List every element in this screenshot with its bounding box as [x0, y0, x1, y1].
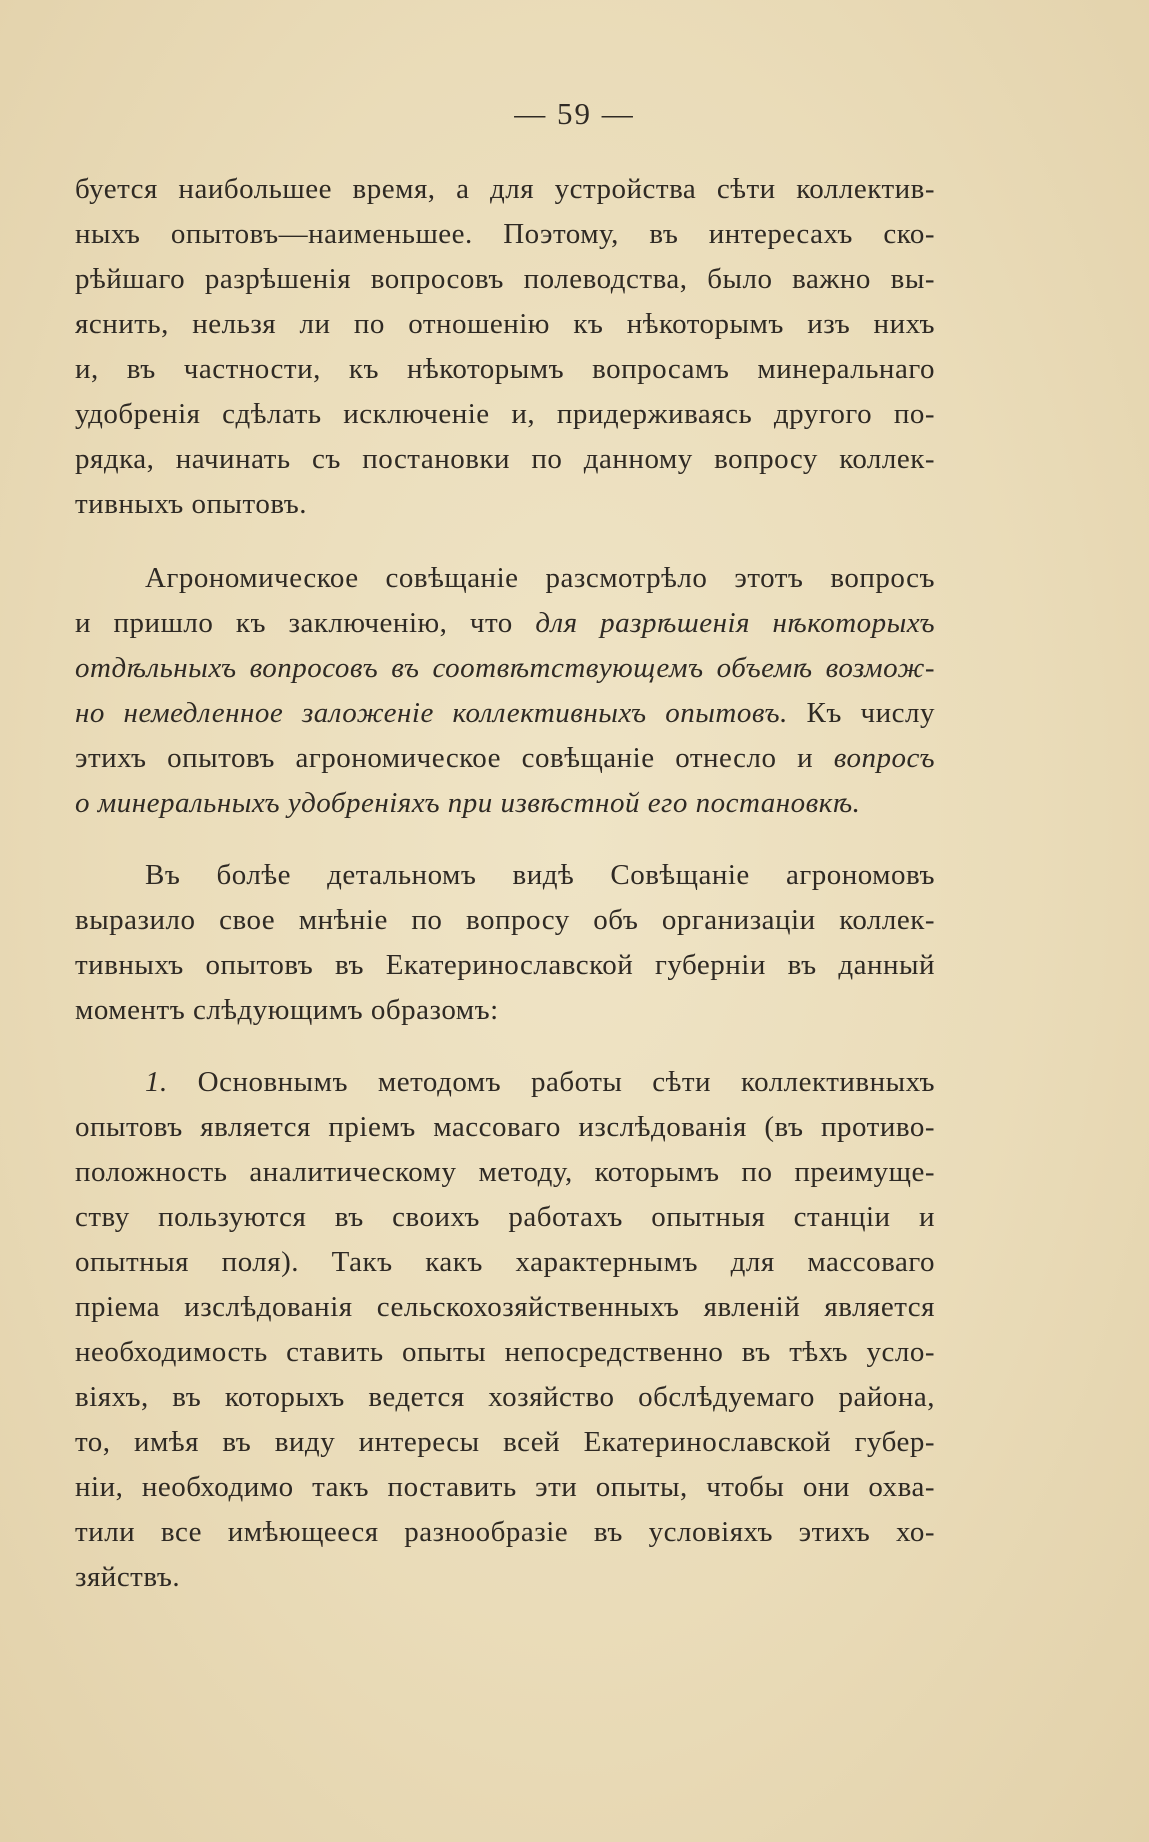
text-run: яснить, нельзя ли по отношенію къ нѣкоторымъ изъ нихъ — [75, 308, 935, 340]
text-run: удобренія сдѣлать исключеніе и, придерживаясь другого по- — [75, 398, 935, 430]
text-line — [75, 1555, 935, 1600]
italic-text: для разрѣшенія нѣкоторыхъ — [535, 607, 936, 639]
paragraph-3 — [75, 853, 935, 1033]
text-line — [75, 781, 935, 826]
text-line — [75, 943, 935, 988]
text-run: віяхъ, въ которыхъ ведется хозяйство обслѣдуемаго района, — [75, 1381, 935, 1413]
text-run: буется наибольшее время, а для устройства сѣти коллектив- — [75, 173, 935, 205]
text-line — [75, 1240, 935, 1285]
text-line — [75, 1195, 935, 1240]
text-run: выразило свое мнѣніе по вопросу объ организаціи коллек- — [75, 904, 935, 936]
italic-text: отдѣльныхъ вопросовъ въ соотвѣтствующемъ объемѣ возмож- — [75, 652, 935, 684]
paragraph-2 — [75, 556, 935, 826]
text-line — [75, 1060, 935, 1105]
paragraph-4 — [75, 1060, 935, 1600]
text-line — [75, 212, 935, 257]
text-line — [75, 646, 935, 691]
text-line — [75, 1420, 935, 1465]
text-line — [75, 1510, 935, 1555]
text-run: ныхъ опытовъ—наименьшее. Поэтому, въ интересахъ ско- — [75, 218, 935, 250]
text-run: тивныхъ опытовъ. — [75, 488, 308, 520]
text-run: моментъ слѣдующимъ образомъ: — [75, 994, 499, 1026]
text-run: пріема изслѣдованія сельскохозяйственныхъ явленій является — [75, 1291, 935, 1323]
text-run: опытныя поля). Такъ какъ характернымъ для массоваго — [75, 1246, 935, 1278]
text-line — [75, 556, 935, 601]
text-line — [75, 601, 935, 646]
text-line — [75, 898, 935, 943]
text-run: положность аналитическому методу, которымъ по преимуще- — [75, 1156, 935, 1188]
text-line — [75, 347, 935, 392]
text-run: этихъ опытовъ агрономическое совѣщаніе отнесло и — [75, 742, 834, 774]
text-line — [75, 1465, 935, 1510]
text-line — [75, 988, 935, 1033]
text-line — [75, 853, 935, 898]
text-line — [75, 1285, 935, 1330]
text-run: опытовъ является пріемъ массоваго изслѣдованія (въ противо- — [75, 1111, 935, 1143]
text-run: зяйствъ. — [75, 1561, 181, 1593]
text-run: рядка, начинать съ постановки по данному вопросу коллек- — [75, 443, 935, 475]
text-run: тили все имѣющееся разнообразіе въ условіяхъ этихъ хо- — [75, 1516, 935, 1548]
text-line — [75, 1150, 935, 1195]
paragraph-1 — [75, 167, 935, 527]
text-line — [75, 1330, 935, 1375]
italic-text: 1. — [145, 1066, 168, 1098]
text-line — [75, 302, 935, 347]
text-line — [75, 736, 935, 781]
text-run: Агрономическое совѣщаніе разсмотрѣло этотъ вопросъ — [145, 562, 935, 594]
text-run: Къ числу — [787, 697, 935, 729]
text-line — [75, 437, 935, 482]
text-line — [75, 392, 935, 437]
text-line — [75, 1105, 935, 1150]
italic-text: вопросъ — [833, 742, 935, 774]
text-run: ніи, необходимо такъ поставить эти опыты, чтобы они охва- — [75, 1471, 935, 1503]
text-run: то, имѣя въ виду интересы всей Екатеринославской губер- — [75, 1426, 935, 1458]
text-run: тивныхъ опытовъ въ Екатеринославской губерніи въ данный — [75, 949, 935, 981]
text-run: Въ болѣе детальномъ видѣ Совѣщаніе агрономовъ — [145, 859, 935, 891]
text-run: рѣйшаго разрѣшенія вопросовъ полеводства, было важно вы- — [75, 263, 935, 295]
page-number: — 59 — — [514, 96, 635, 131]
text-run: необходимость ставить опыты непосредственно въ тѣхъ усло- — [75, 1336, 935, 1368]
text-line — [75, 691, 935, 736]
italic-text: о минеральныхъ удобреніяхъ при извѣстной его постановкѣ. — [75, 787, 861, 819]
text-line — [75, 482, 935, 527]
text-run: и пришло къ заключенію, что — [75, 607, 536, 639]
italic-text: но немедленное заложеніе коллективныхъ опытовъ. — [75, 697, 788, 729]
text-run: и, въ частности, къ нѣкоторымъ вопросамъ минеральнаго — [75, 353, 935, 385]
text-run: ству пользуются въ своихъ работахъ опытныя станціи и — [75, 1201, 935, 1233]
text-line — [75, 257, 935, 302]
text-line — [75, 167, 935, 212]
text-run: Основнымъ методомъ работы сѣти коллективныхъ — [167, 1066, 935, 1098]
text-line — [75, 1375, 935, 1420]
